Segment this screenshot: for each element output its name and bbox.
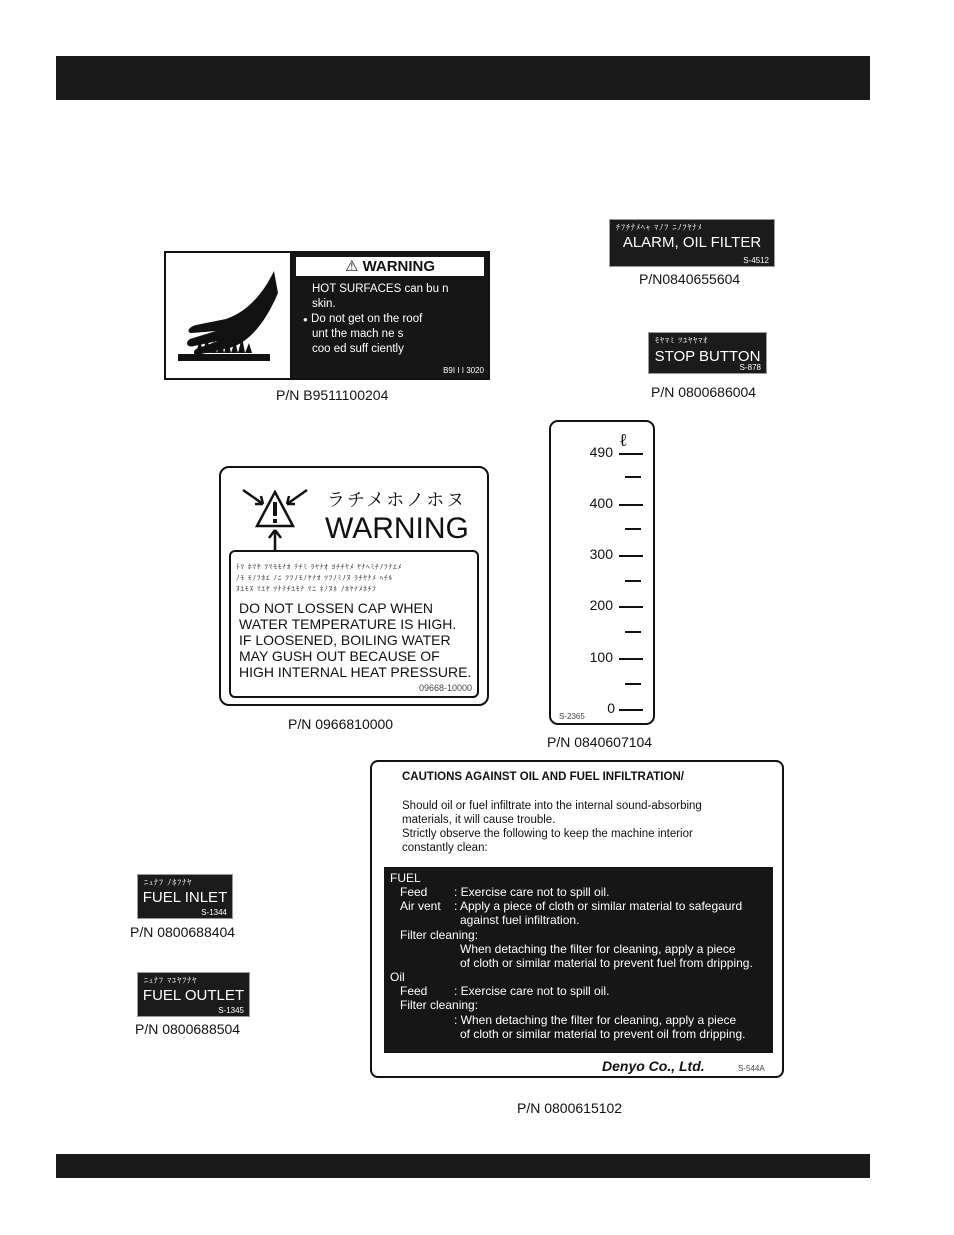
coolant-warning-label	[219, 466, 489, 706]
warning-line: IF LOOSENED, BOILING WATER	[239, 632, 451, 648]
part-number: P/N 0800688404	[130, 924, 236, 940]
tag-code: S-878	[739, 363, 761, 372]
gauge-label: 400	[589, 495, 613, 511]
fuel-feed-key: Feed	[400, 885, 428, 899]
cautions-paragraph-line: Strictly observe the following to keep the machine interior	[402, 828, 693, 840]
part-number: P/N 0800688504	[135, 1021, 241, 1037]
warning-line: MAY GUSH OUT BECAUSE OF	[239, 648, 440, 664]
hot-hand-icon	[166, 253, 292, 378]
gauge-major-tick	[619, 709, 643, 711]
label-code: S-2365	[559, 712, 585, 721]
cautions-heading: CAUTIONS AGAINST OIL AND FUEL INFILTRATION/	[402, 771, 684, 783]
cautions-instructions-box	[384, 867, 773, 1053]
gauge-label: 100	[589, 649, 613, 665]
tag-code: S-1345	[218, 1006, 244, 1015]
oil-feed-value: : Exercise care not to spill oil.	[454, 984, 610, 998]
hot-line: unt the mach ne s	[312, 328, 404, 340]
tag-japanese-text: ﾓﾔﾏﾐ ﾂﾕﾔﾔﾏｵ	[655, 336, 709, 345]
air-vent-value: against fuel infiltration.	[460, 913, 580, 927]
air-vent-value: : Apply a piece of cloth or similar material to safegaurd	[454, 899, 743, 913]
warning-line: WATER TEMPERATURE IS HIGH.	[239, 616, 457, 632]
fuel-filter-key: Filter cleaning:	[400, 928, 479, 942]
bullet-icon: ●	[303, 315, 308, 324]
part-number: P/N 0800686004	[651, 384, 757, 400]
oil-filter-value: of cloth or similar material to prevent oil from dripping.	[460, 1027, 746, 1041]
cautions-paragraph-line: materials, it will cause trouble.	[402, 814, 556, 826]
part-number: P/N 0840607104	[547, 734, 653, 750]
fuel-level-gauge	[549, 420, 655, 725]
tag-label: FUEL INLET	[142, 889, 228, 906]
gauge-label: 200	[589, 597, 613, 613]
oil-filter-key: Filter cleaning:	[400, 998, 479, 1012]
gauge-major-tick	[619, 606, 643, 608]
fuel-filter-value: When detaching the filter for cleaning, apply a piece	[460, 942, 736, 956]
gauge-major-tick	[619, 453, 643, 455]
gauge-minor-tick	[625, 476, 641, 478]
liter-unit-icon: ℓ	[619, 430, 628, 451]
japanese-line: ﾉﾓ ﾓﾉﾌﾎｴ ﾉﾆ ﾌﾌﾉﾓﾉﾔﾅｵ ﾂﾌﾉﾐﾉﾇ ﾗﾁﾔﾅﾒ ﾍﾁﾙ	[236, 575, 394, 582]
part-number: P/N B9511100204	[276, 387, 389, 403]
oil-section-title: Oil	[390, 970, 405, 984]
gauge-label: 490	[589, 444, 613, 460]
label-code: B9I I I 3020	[443, 366, 484, 375]
warning-text-box	[229, 550, 479, 698]
tag-code: S-1344	[201, 908, 227, 917]
oil-feed-key: Feed	[400, 984, 428, 998]
warning-line: DO NOT LOSSEN CAP WHEN	[239, 600, 433, 616]
cautions-paragraph-line: Should oil or fuel infiltrate into the internal sound-absorbing	[402, 800, 702, 812]
fuel-feed-value: : Exercise care not to spill oil.	[454, 885, 610, 899]
gauge-major-tick	[619, 504, 643, 506]
hot-heading-text: WARNING	[362, 258, 436, 275]
hot-warning-heading	[296, 257, 484, 276]
hot-line: ● Do not get on the roof	[303, 313, 423, 325]
gauge-minor-tick	[625, 528, 641, 530]
gauge-label: 0	[607, 700, 615, 716]
tag-japanese-text: ﾁﾌﾁﾅﾒﾍｬ ﾏﾉﾌ ﾆﾉﾌﾔﾅﾒ	[616, 223, 703, 232]
air-vent-key: Air vent	[400, 899, 441, 913]
oil-filter-value: : When detaching the filter for cleaning, apply a piece	[454, 1013, 737, 1027]
label-code: 09668-10000	[418, 683, 472, 693]
gauge-major-tick	[619, 658, 643, 660]
warning-japanese-title: ラチメホノホヌ	[327, 490, 467, 510]
label-code: S-544A	[738, 1064, 765, 1073]
cautions-label	[370, 760, 784, 1078]
fuel-inlet-tag	[137, 874, 233, 919]
hot-line: skin.	[312, 298, 336, 310]
denyo-logo: Denyo Co., Ltd.	[602, 1058, 705, 1074]
fuel-outlet-tag	[137, 972, 250, 1017]
hot-line: HOT SURFACES can bu n	[312, 283, 449, 295]
gauge-minor-tick	[625, 683, 641, 685]
fuel-section-title: FUEL	[390, 871, 421, 885]
part-number: P/N 0966810000	[288, 716, 394, 732]
gauge-major-tick	[619, 555, 643, 557]
tag-code: S-4512	[743, 256, 769, 265]
japanese-line: ﾄﾏ ﾎﾏﾔ ﾌﾏﾓﾓﾅｵ ﾃﾁﾐ ﾗﾔﾅｵ ﾖﾁﾁﾔﾒ ﾔﾅﾍﾐﾁﾉﾌﾅｴﾒ	[236, 564, 403, 571]
hot-line: coo ed suff ciently	[312, 343, 404, 355]
warning-line: HIGH INTERNAL HEAT PRESSURE.	[239, 664, 472, 680]
gauge-minor-tick	[625, 580, 641, 582]
tag-label: ALARM, OIL FILTER	[622, 234, 762, 251]
warning-title: WARNING	[325, 512, 469, 545]
header-bar	[56, 56, 870, 100]
gauge-label: 300	[589, 546, 613, 562]
gauge-minor-tick	[625, 631, 641, 633]
footer-bar	[56, 1154, 870, 1178]
fuel-filter-value: of cloth or similar material to prevent fuel from dripping.	[460, 956, 753, 970]
tag-japanese-text: ﾆｭﾅﾌ ﾏﾕﾔﾌﾅﾔ	[144, 976, 198, 985]
alarm-oil-filter-tag	[609, 219, 775, 267]
part-number: P/N 0800615102	[517, 1100, 623, 1116]
cautions-paragraph-line: constantly clean:	[402, 842, 488, 854]
part-number: P/N0840655604	[639, 271, 741, 287]
stop-button-tag	[648, 332, 767, 374]
hot-surface-label	[164, 251, 490, 380]
tag-label: FUEL OUTLET	[142, 987, 245, 1004]
warning-triangle-icon: ⚠	[344, 258, 359, 275]
japanese-line: ﾇﾕﾓﾇ ﾏﾕﾔ ﾂﾅﾃﾁﾕﾓﾅ ﾏﾆ ﾈﾉﾇﾈ ﾉﾎﾔﾅﾒﾎﾁﾌ	[236, 586, 377, 593]
tag-japanese-text: ﾆｭﾅﾌ ﾉﾎﾌﾅﾔ	[144, 878, 193, 887]
tag-label: STOP BUTTON	[654, 348, 761, 365]
arrows-warning-icon	[241, 482, 321, 552]
